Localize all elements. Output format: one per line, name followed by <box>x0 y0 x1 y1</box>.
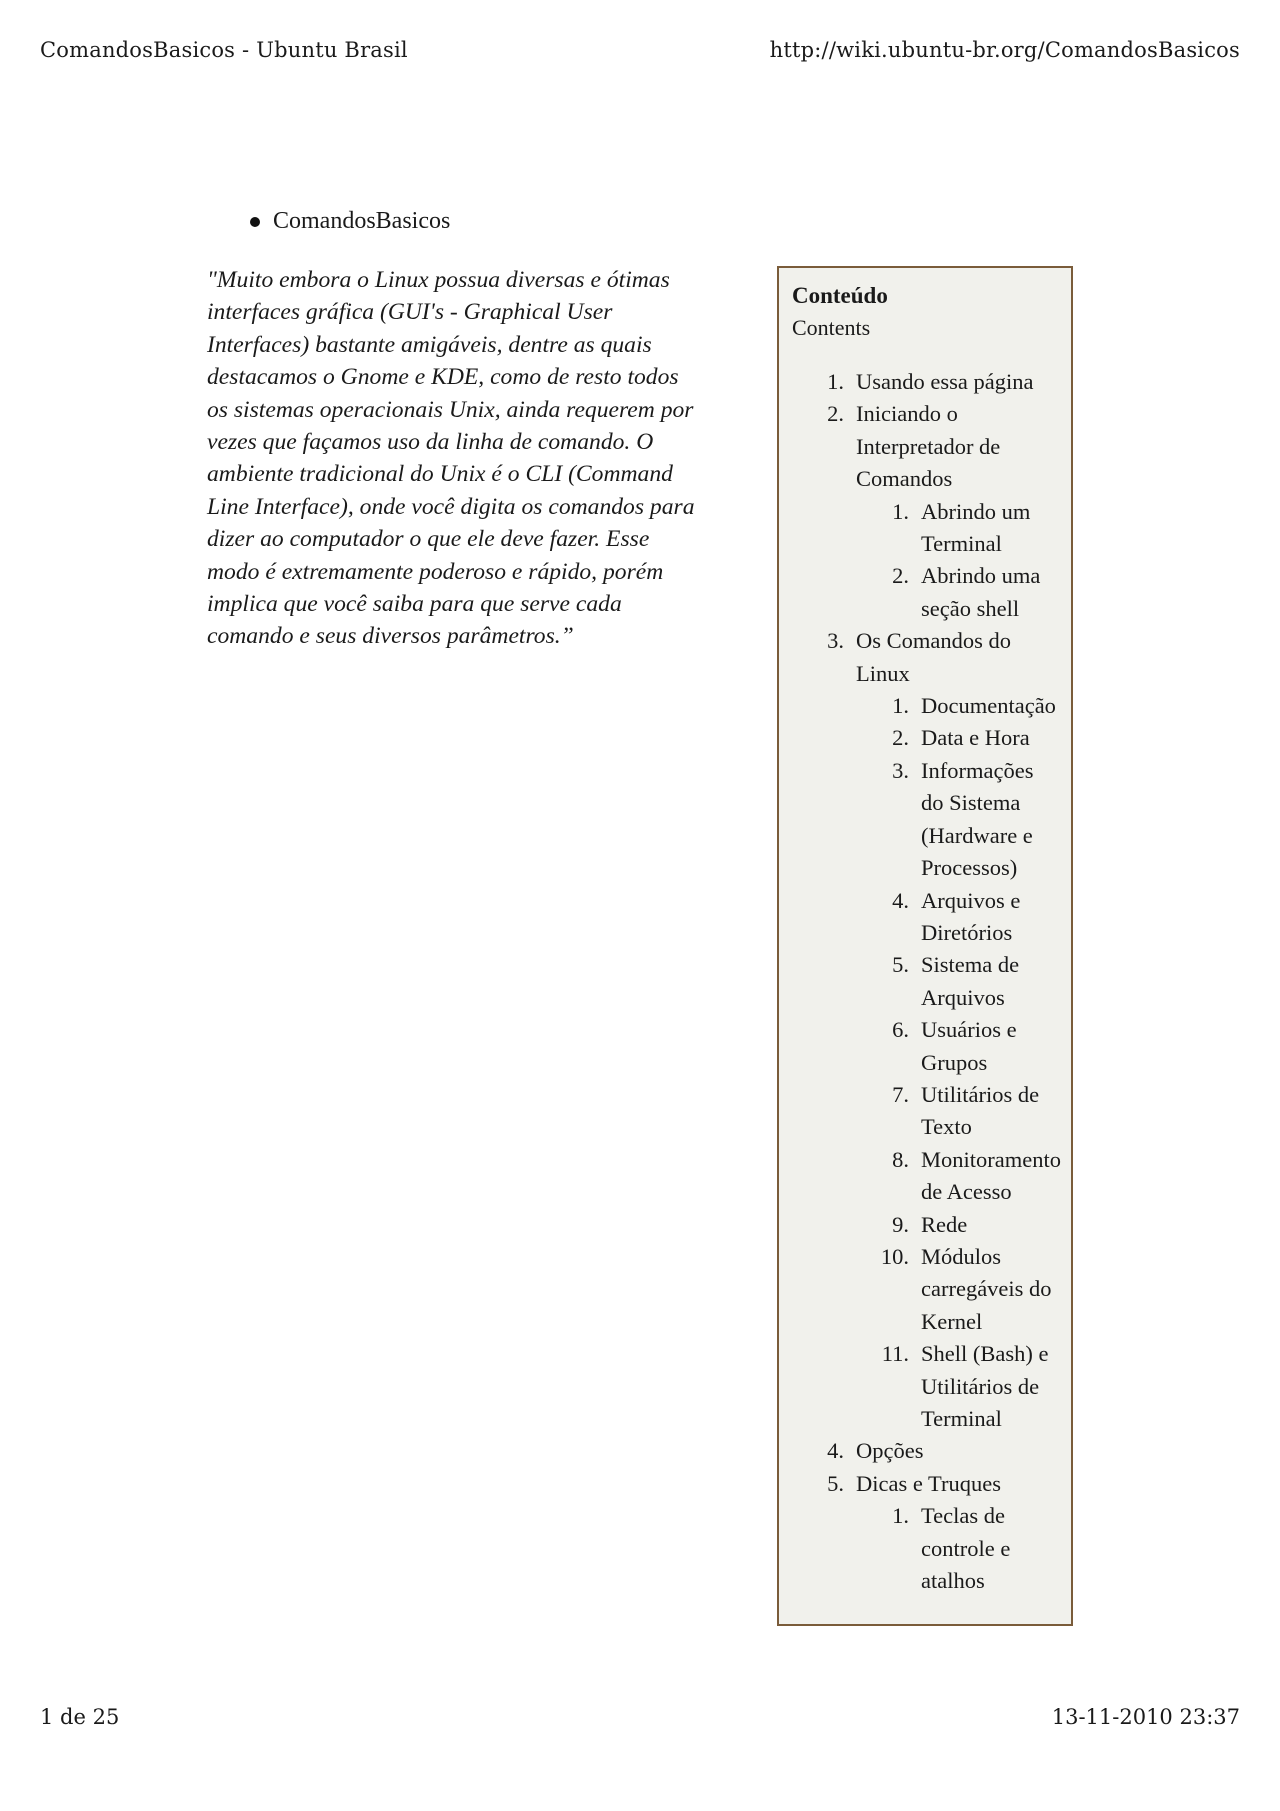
toc-item <box>792 1209 1061 1241</box>
toc-item-line: seção shell <box>921 595 1020 621</box>
toc-item-line: Os Comandos do <box>856 628 1012 654</box>
toc-item-number: 6. <box>892 1017 909 1043</box>
intro-quote <box>207 264 747 653</box>
toc-item-line: Documentação <box>921 693 1056 719</box>
toc-item-line: Utilitários de <box>921 1373 1040 1399</box>
toc-item-link[interactable] <box>921 1338 1061 1435</box>
toc-item-number: 9. <box>892 1211 909 1237</box>
toc-item-line: atalhos <box>921 1568 985 1594</box>
toc-item-line: Grupos <box>921 1049 988 1075</box>
toc-item-line: de Acesso <box>921 1179 1012 1205</box>
toc-item <box>792 755 1061 885</box>
toc-item <box>792 1079 1061 1144</box>
toc-item-link[interactable] <box>856 1435 1061 1467</box>
intro-line: Line Interface), onde você digita os comandos para <box>207 493 695 520</box>
toc-item-line: Processos) <box>921 855 1018 881</box>
toc-item-line: Terminal <box>921 1406 1002 1431</box>
toc-item-number: 1. <box>892 1503 909 1529</box>
toc-item-line: Opções <box>856 1438 924 1464</box>
print-header-url: http://wiki.ubuntu-br.org/ComandosBasicos <box>769 38 1240 62</box>
toc-item-link[interactable] <box>856 625 1061 690</box>
toc-heading: Conteúdo <box>792 283 888 308</box>
breadcrumb <box>250 208 450 235</box>
intro-line: modo é extremamente poderoso e rápido, porém <box>207 558 664 585</box>
toc-item-line: Iniciando o <box>856 401 958 427</box>
toc-item-line: Usando essa página <box>856 369 1034 394</box>
toc-item <box>792 1241 1061 1338</box>
toc-item <box>792 1468 1061 1500</box>
toc-item-line: Utilitários de <box>921 1081 1040 1107</box>
toc-item <box>792 1014 1061 1079</box>
toc-item <box>792 1435 1061 1467</box>
toc-item-line: do Sistema <box>921 790 1021 816</box>
toc-item-link[interactable] <box>921 1241 1061 1338</box>
toc-item-line: Arquivos e <box>921 887 1021 913</box>
toc-item-line: Shell (Bash) e <box>921 1341 1049 1367</box>
intro-line: "Muito embora o Linux possua diversas e ótimas <box>207 267 670 293</box>
toc-item-link[interactable] <box>921 690 1061 722</box>
toc-item-line: Linux <box>856 660 910 686</box>
toc-item-line: carregáveis do <box>921 1276 1052 1302</box>
toc-item-link[interactable] <box>856 398 1061 495</box>
toc-item-link[interactable] <box>921 1500 1061 1597</box>
toc-item-number: 1. <box>892 498 909 524</box>
toc-item <box>792 1144 1061 1209</box>
toc-item-line: Sistema de <box>921 952 1020 978</box>
toc-item-number: 10. <box>880 1243 909 1269</box>
toc-item-link[interactable] <box>921 885 1061 950</box>
toc-item <box>792 1338 1061 1435</box>
toc-item-number: 2. <box>892 725 909 751</box>
intro-line: implica que você saiba para que serve cada <box>207 591 622 618</box>
toc-item-number: 4. <box>827 1438 844 1464</box>
toc-item <box>792 949 1061 1014</box>
toc-item-number: 1. <box>827 369 844 394</box>
intro-line: Interfaces) bastante amigáveis, dentre as quais <box>207 331 652 358</box>
toc-item <box>792 560 1061 625</box>
toc-item <box>792 366 1061 398</box>
toc-item <box>792 625 1061 690</box>
toc-item-line: Módulos <box>921 1243 1002 1269</box>
toc-item-link[interactable] <box>921 1144 1061 1209</box>
toc-item-line: Diretórios <box>921 919 1013 945</box>
toc-item-line: Abrindo uma <box>921 563 1041 589</box>
toc-item-line: Teclas de <box>921 1503 1006 1529</box>
toc-item <box>792 690 1061 722</box>
bullet-icon <box>250 217 260 227</box>
toc-item <box>792 496 1061 561</box>
toc-list <box>792 366 1061 1597</box>
toc-item-link[interactable] <box>921 496 1061 561</box>
intro-line: os sistemas operacionais Unix, ainda requerem por <box>207 396 694 423</box>
intro-line: comando e seus diversos parâmetros.” <box>207 623 574 650</box>
toc-item-line: Monitoramento <box>921 1146 1061 1172</box>
toc-item <box>792 722 1061 754</box>
toc-item-line: Dicas e Truques <box>856 1470 1001 1496</box>
toc-item-number: 5. <box>827 1470 844 1496</box>
print-footer-datetime: 13-11-2010 23:37 <box>1051 1705 1240 1729</box>
intro-line: destacamos o Gnome e KDE, como de resto todos <box>207 364 679 391</box>
toc-item-line: Comandos <box>856 466 953 492</box>
toc-item-line: Data e Hora <box>921 725 1030 751</box>
toc-item-link[interactable] <box>921 1014 1061 1079</box>
toc-item-number: 5. <box>892 952 909 978</box>
toc-item-number: 1. <box>892 693 909 719</box>
toc-item-link[interactable] <box>921 755 1061 885</box>
toc-item-line: Terminal <box>921 531 1002 557</box>
toc-item-link[interactable] <box>921 1079 1061 1144</box>
toc-item-number: 3. <box>827 628 844 654</box>
toc-item-line: Arquivos <box>921 984 1005 1010</box>
toc-item-number: 2. <box>827 401 844 427</box>
toc-item-number: 2. <box>892 563 909 589</box>
toc-item-link[interactable] <box>921 949 1061 1014</box>
toc-item-line: Texto <box>921 1114 972 1140</box>
intro-line: interfaces gráfica (GUI's - Graphical User <box>207 299 613 326</box>
toc-item-link[interactable] <box>856 1468 1061 1500</box>
intro-line: ambiente tradicional do Unix é o CLI (Command <box>207 461 673 488</box>
toc-item <box>792 885 1061 950</box>
intro-line: vezes que façamos uso da linha de comando. O <box>207 429 654 456</box>
toc-item-line: controle e <box>921 1535 1011 1561</box>
toc-item-line: Rede <box>921 1211 968 1237</box>
toc-item-line: (Hardware e <box>921 822 1033 848</box>
toc-item-link[interactable] <box>921 722 1061 754</box>
toc-subheading: Contents <box>792 315 871 340</box>
toc-item-number: 4. <box>892 887 909 913</box>
toc-item-line: Interpretador de <box>856 433 1001 459</box>
toc-item-link[interactable] <box>921 1209 1061 1241</box>
toc-item-number: 3. <box>892 757 909 783</box>
toc-item-link[interactable] <box>856 366 1061 398</box>
toc-item-number: 8. <box>892 1146 909 1172</box>
toc-item-line: Kernel <box>921 1308 983 1334</box>
toc-item-link[interactable] <box>921 560 1061 625</box>
print-footer-page: 1 de 25 <box>40 1705 120 1729</box>
toc-item-line: Usuários e <box>921 1017 1017 1043</box>
breadcrumb-link[interactable]: ComandosBasicos <box>273 208 451 234</box>
toc-item-number: 11. <box>881 1341 909 1367</box>
toc-item-line: Informações <box>921 757 1034 783</box>
intro-line: dizer ao computador o que ele deve fazer. Esse <box>207 526 650 553</box>
toc-item-number: 7. <box>892 1081 909 1107</box>
toc-item <box>792 398 1061 495</box>
toc-item-line: Abrindo um <box>921 498 1031 524</box>
toc-item <box>792 1500 1061 1597</box>
print-header-title: ComandosBasicos - Ubuntu Brasil <box>40 38 408 62</box>
table-of-contents <box>777 266 1073 1626</box>
